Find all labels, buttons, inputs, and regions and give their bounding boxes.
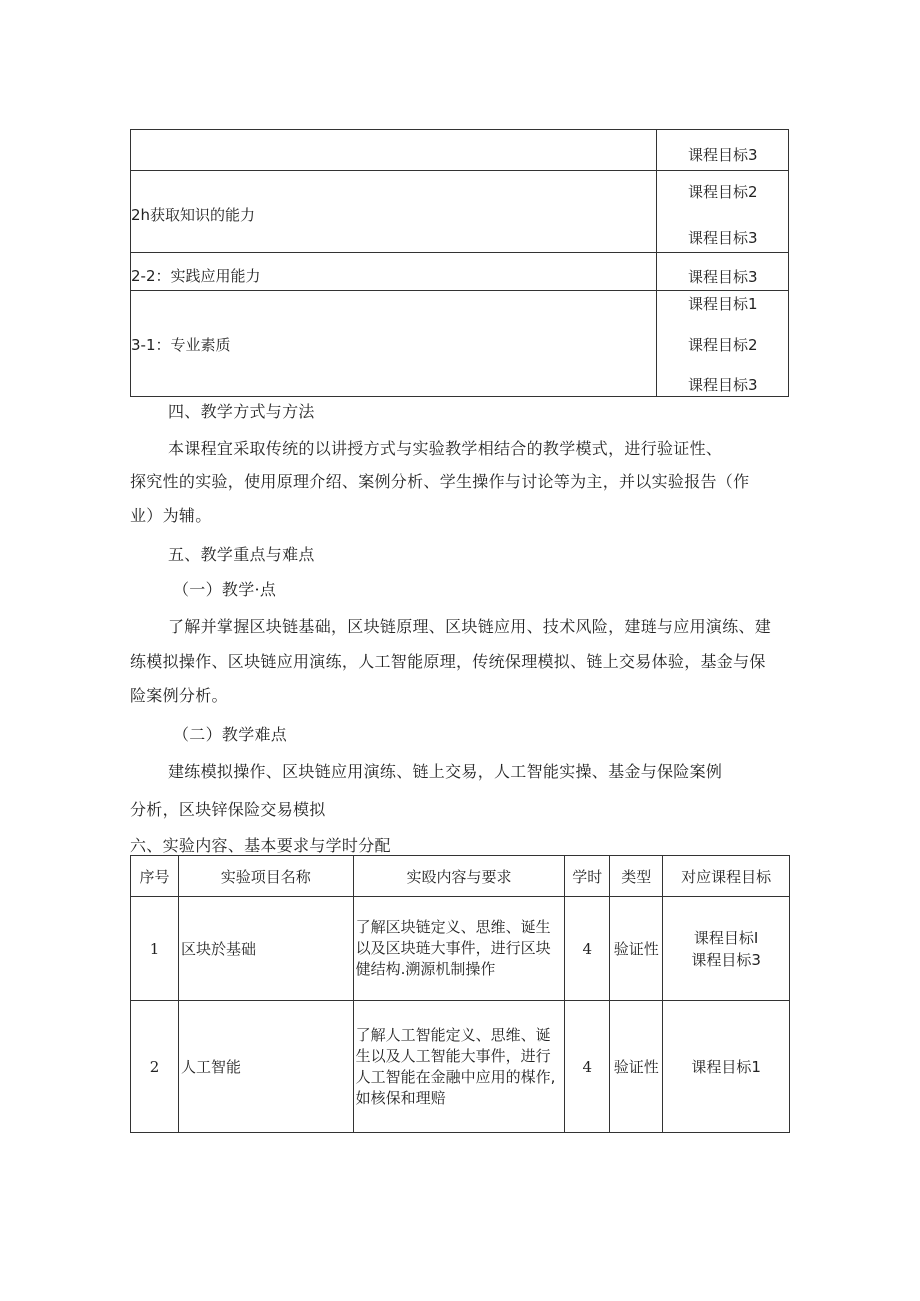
row-divider bbox=[131, 290, 788, 291]
type: 验证性 bbox=[610, 1001, 663, 1133]
goal-cell: 课程目标3 bbox=[688, 376, 758, 394]
goal-cell: 课程目标1 bbox=[688, 295, 758, 313]
section6-heading: 六、实验内容、基本要求与学时分配 bbox=[130, 836, 391, 855]
goal-cell: 课程目标3 bbox=[688, 229, 758, 247]
paragraph-line: 探究性的实验，使用原理介绍、案例分析、学生操作与讨论等为主，并以实验报告（作 bbox=[130, 472, 750, 491]
section5-heading: 五、教学重点与难点 bbox=[168, 545, 315, 564]
ability-label: 2h获取知识的能力 bbox=[131, 206, 256, 224]
project-name: 区块於基础 bbox=[178, 897, 353, 1001]
goal-cell: 课程目标3 bbox=[688, 146, 758, 164]
paragraph-line: 分析，区块锌保险交易模拟 bbox=[130, 800, 326, 819]
paragraph-line: 险案例分析。 bbox=[130, 686, 228, 705]
header-cell: 对应课程目标 bbox=[663, 856, 790, 897]
course-goals bbox=[663, 897, 790, 1001]
ability-label: 2-2：实践应用能力 bbox=[131, 267, 261, 285]
section4-heading: 四、教学方式与方法 bbox=[168, 402, 315, 421]
subheading: （一）教学·点 bbox=[173, 580, 277, 599]
subheading: （二）教学难点 bbox=[173, 725, 288, 744]
project-requirements: 了解区块链定义、思维、诞生以及区块琏大事件，进行区块健结构.溯源机制操作 bbox=[353, 897, 565, 1001]
hours: 4 bbox=[565, 1001, 610, 1133]
table-row bbox=[131, 897, 790, 1001]
project-requirements: 了解人工智能定义、思维、诞生以及人工智能大事件，进行人工智能在金融中应用的楳作,如核保和理赔 bbox=[353, 1001, 565, 1133]
goal-table bbox=[130, 129, 789, 397]
row-divider bbox=[131, 170, 788, 171]
ability-label: 3-1：专业素质 bbox=[131, 336, 231, 354]
paragraph-line: 了解并掌握区块链基础，区块链原理、区块链应用、技术风险，建琏与应用演练、建 bbox=[168, 617, 772, 636]
goal-item: 课程目标1 bbox=[691, 1057, 761, 1076]
goal-cell: 课程目标3 bbox=[688, 268, 758, 286]
paragraph-line: 练模拟操作、区块链应用演练，人工智能原理，传统保理模拟、链上交易体验，基金与保 bbox=[130, 652, 766, 671]
header-cell: 类型 bbox=[610, 856, 663, 897]
hours: 4 bbox=[565, 897, 610, 1001]
paragraph-line: 本课程宜采取传统的以讲授方式与实验教学相结合的教学模式，进行验证性、 bbox=[168, 439, 723, 458]
goal-item: 课程目标I bbox=[693, 928, 759, 947]
type: 验证性 bbox=[610, 897, 663, 1001]
goal-cell: 课程目标2 bbox=[688, 336, 758, 354]
header-cell: 学时 bbox=[565, 856, 610, 897]
row-number: 2 bbox=[131, 1001, 179, 1133]
row-divider bbox=[131, 252, 788, 253]
header-cell: 实验项目名称 bbox=[178, 856, 353, 897]
table-row bbox=[131, 1001, 790, 1133]
header-cell: 序号 bbox=[131, 856, 179, 897]
row-number: 1 bbox=[131, 897, 179, 1001]
paragraph-line: 业）为辅。 bbox=[130, 506, 212, 525]
goal-cell: 课程目标2 bbox=[688, 183, 758, 201]
experiment-table bbox=[130, 855, 790, 1133]
goal-item: 课程目标3 bbox=[691, 950, 761, 969]
project-name: 人工智能 bbox=[178, 1001, 353, 1133]
paragraph-line: 建练模拟操作、区块链应用演练、链上交易，人工智能实操、基金与保险案例 bbox=[168, 762, 723, 781]
header-cell: 实殴内容与要求 bbox=[353, 856, 565, 897]
course-goals bbox=[663, 1001, 790, 1133]
table-header-row bbox=[131, 856, 790, 897]
